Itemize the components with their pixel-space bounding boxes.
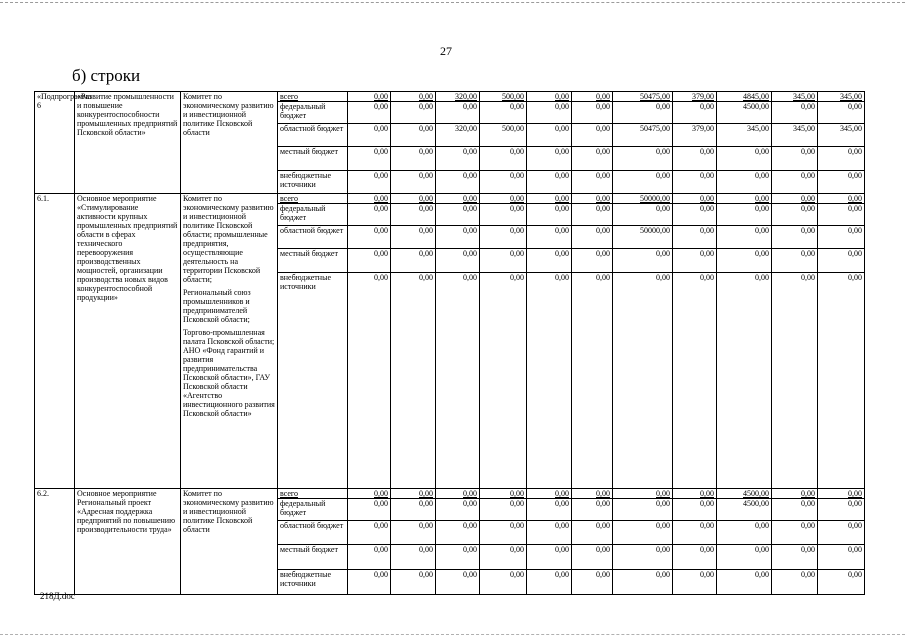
table-row [35, 489, 865, 499]
amount-cell: 0,00 [572, 171, 613, 194]
amount-cell: 0,00 [527, 194, 572, 204]
amount-cell: 0,00 [391, 124, 436, 147]
amount-cell: 0,00 [348, 102, 391, 124]
amount-cell: 0,00 [348, 545, 391, 570]
amount-cell: 0,00 [772, 204, 818, 226]
amount-cell: 0,00 [348, 194, 391, 204]
amount-cell: 0,00 [818, 499, 865, 521]
amount-cell: 0,00 [348, 249, 391, 273]
amount-cell: 0,00 [480, 521, 527, 545]
amount-cell: 0,00 [673, 570, 717, 595]
amount-cell: 0,00 [436, 545, 480, 570]
amount-cell: 0,00 [772, 102, 818, 124]
amount-cell: 0,00 [613, 171, 673, 194]
scan-edge-top [0, 2, 905, 3]
amount-cell: 0,00 [673, 499, 717, 521]
funding-source-label: местный бюджет [278, 249, 348, 273]
amount-cell: 0,00 [717, 570, 772, 595]
amount-cell: 0,00 [480, 570, 527, 595]
amount-cell: 0,00 [348, 489, 391, 499]
amount-cell: 0,00 [613, 489, 673, 499]
amount-cell: 0,00 [717, 194, 772, 204]
amount-cell: 500,00 [480, 92, 527, 102]
amount-cell: 0,00 [673, 249, 717, 273]
item-code-cell: 6.1. [35, 194, 75, 489]
executor-paragraph: Торгово-промышленная палата Псковской области; АНО «Фонд гарантий и развития предпринимательства Псковской области», ГАУ Псковской области «Агентство инвестиционного развития Псковской области» [183, 328, 275, 418]
amount-cell: 0,00 [717, 545, 772, 570]
funding-source-label: федеральный бюджет [278, 102, 348, 124]
amount-cell: 0,00 [391, 499, 436, 521]
amount-cell: 0,00 [348, 499, 391, 521]
executor-paragraph: Комитет по экономическому развитию и инвестиционной политике Псковской области; промышленные предприятия, осуществляющие деятельность на территории Псковской области; [183, 194, 274, 284]
amount-cell: 0,00 [613, 545, 673, 570]
amount-cell: 0,00 [673, 226, 717, 249]
amount-cell: 0,00 [717, 273, 772, 489]
amount-cell: 50000,00 [613, 226, 673, 249]
amount-cell: 0,00 [717, 226, 772, 249]
funding-source-label: всего [278, 92, 348, 102]
amount-cell: 0,00 [613, 273, 673, 489]
amount-cell: 0,00 [480, 545, 527, 570]
amount-cell: 50000,00 [613, 194, 673, 204]
amount-cell: 0,00 [480, 147, 527, 171]
funding-source-label: областной бюджет [278, 226, 348, 249]
amount-cell: 0,00 [818, 226, 865, 249]
amount-cell: 0,00 [480, 226, 527, 249]
amount-cell: 0,00 [673, 521, 717, 545]
budget-table [34, 91, 865, 595]
amount-cell: 0,00 [772, 273, 818, 489]
amount-cell: 0,00 [818, 194, 865, 204]
amount-cell: 0,00 [480, 249, 527, 273]
amount-cell: 0,00 [772, 499, 818, 521]
item-name-cell: Основное мероприятие «Стимулирование активности крупных промышленных предприятий области в сферах технического перевооружения производственных мощностей, организации производства новых видов конкурентоспособной продукции» [75, 194, 181, 489]
executor-paragraph: Комитет по экономическому развитию и инвестиционной политике Псковской области [183, 489, 274, 534]
amount-cell: 0,00 [348, 204, 391, 226]
amount-cell: 4500,00 [717, 102, 772, 124]
amount-cell: 0,00 [673, 194, 717, 204]
amount-cell: 0,00 [391, 273, 436, 489]
amount-cell: 0,00 [818, 102, 865, 124]
amount-cell: 0,00 [717, 147, 772, 171]
amount-cell: 379,00 [673, 124, 717, 147]
amount-cell: 0,00 [436, 147, 480, 171]
amount-cell: 0,00 [818, 147, 865, 171]
amount-cell: 0,00 [818, 521, 865, 545]
amount-cell: 0,00 [613, 499, 673, 521]
amount-cell: 0,00 [572, 249, 613, 273]
amount-cell: 4500,00 [717, 489, 772, 499]
amount-cell: 0,00 [717, 249, 772, 273]
amount-cell: 0,00 [772, 226, 818, 249]
funding-source-label: областной бюджет [278, 124, 348, 147]
page-number: 27 [440, 44, 452, 58]
item-code-cell: 6.2. [35, 489, 75, 595]
amount-cell: 0,00 [436, 204, 480, 226]
amount-cell: 0,00 [391, 489, 436, 499]
amount-cell: 0,00 [613, 147, 673, 171]
document-footer: 218Д.doc [40, 591, 75, 601]
amount-cell: 0,00 [572, 273, 613, 489]
amount-cell: 0,00 [673, 147, 717, 171]
amount-cell: 0,00 [673, 489, 717, 499]
amount-cell: 0,00 [772, 521, 818, 545]
amount-cell: 0,00 [527, 147, 572, 171]
amount-cell: 0,00 [480, 171, 527, 194]
amount-cell: 0,00 [673, 273, 717, 489]
amount-cell: 0,00 [572, 226, 613, 249]
amount-cell: 0,00 [527, 489, 572, 499]
amount-cell: 0,00 [348, 273, 391, 489]
section-heading: б) строки [72, 66, 141, 85]
scan-edge-bottom [0, 634, 905, 635]
funding-source-label: всего [278, 194, 348, 204]
funding-source-label: областной бюджет [278, 521, 348, 545]
amount-cell: 0,00 [673, 102, 717, 124]
funding-source-label: внебюджетные источники [278, 171, 348, 194]
amount-cell: 0,00 [818, 171, 865, 194]
amount-cell: 0,00 [480, 204, 527, 226]
amount-cell: 345,00 [772, 92, 818, 102]
funding-source-label: федеральный бюджет [278, 204, 348, 226]
amount-cell: 0,00 [348, 124, 391, 147]
amount-cell: 0,00 [613, 249, 673, 273]
amount-cell: 0,00 [572, 147, 613, 171]
amount-cell: 0,00 [480, 489, 527, 499]
table-row [35, 92, 865, 102]
amount-cell: 0,00 [818, 545, 865, 570]
amount-cell: 0,00 [818, 489, 865, 499]
amount-cell: 0,00 [348, 570, 391, 595]
amount-cell: 0,00 [391, 249, 436, 273]
amount-cell: 0,00 [572, 204, 613, 226]
amount-cell: 50475,00 [613, 124, 673, 147]
amount-cell: 0,00 [436, 226, 480, 249]
item-code-cell: «Подпрограмма 6 [35, 92, 75, 194]
amount-cell: 4845,00 [717, 92, 772, 102]
amount-cell: 345,00 [818, 124, 865, 147]
amount-cell: 50475,00 [613, 92, 673, 102]
amount-cell: 0,00 [818, 273, 865, 489]
amount-cell: 0,00 [436, 521, 480, 545]
amount-cell: 0,00 [480, 273, 527, 489]
amount-cell: 0,00 [772, 171, 818, 194]
amount-cell: 0,00 [572, 489, 613, 499]
amount-cell: 0,00 [391, 570, 436, 595]
amount-cell: 0,00 [572, 499, 613, 521]
amount-cell: 0,00 [717, 204, 772, 226]
amount-cell: 0,00 [772, 489, 818, 499]
amount-cell: 320,00 [436, 92, 480, 102]
amount-cell: 0,00 [527, 570, 572, 595]
amount-cell: 0,00 [348, 521, 391, 545]
amount-cell: 0,00 [391, 92, 436, 102]
executor-cell [181, 489, 278, 595]
amount-cell: 4500,00 [717, 499, 772, 521]
amount-cell: 0,00 [436, 499, 480, 521]
amount-cell: 379,00 [673, 92, 717, 102]
funding-source-label: внебюджетные источники [278, 570, 348, 595]
amount-cell: 0,00 [436, 570, 480, 595]
amount-cell: 0,00 [613, 521, 673, 545]
amount-cell: 0,00 [572, 194, 613, 204]
amount-cell: 0,00 [572, 92, 613, 102]
amount-cell: 0,00 [772, 147, 818, 171]
amount-cell: 320,00 [436, 124, 480, 147]
amount-cell: 0,00 [613, 570, 673, 595]
amount-cell: 0,00 [527, 102, 572, 124]
amount-cell: 0,00 [391, 226, 436, 249]
executor-paragraph: Региональный союз промышленников и предпринимателей Псковской области; [183, 288, 251, 324]
amount-cell: 0,00 [717, 171, 772, 194]
amount-cell: 0,00 [772, 545, 818, 570]
amount-cell: 0,00 [527, 499, 572, 521]
funding-source-label: федеральный бюджет [278, 499, 348, 521]
amount-cell: 0,00 [527, 204, 572, 226]
amount-cell: 0,00 [391, 102, 436, 124]
amount-cell: 0,00 [436, 194, 480, 204]
amount-cell: 0,00 [527, 226, 572, 249]
amount-cell: 0,00 [527, 521, 572, 545]
amount-cell: 0,00 [572, 545, 613, 570]
amount-cell: 0,00 [572, 570, 613, 595]
funding-source-label: внебюджетные источники [278, 273, 348, 489]
amount-cell: 0,00 [480, 499, 527, 521]
amount-cell: 0,00 [480, 102, 527, 124]
amount-cell: 0,00 [527, 273, 572, 489]
executor-paragraph: Комитет по экономическому развитию и инвестиционной политике Псковской области [183, 92, 274, 137]
amount-cell: 0,00 [436, 102, 480, 124]
funding-source-label: всего [278, 489, 348, 499]
amount-cell: 0,00 [772, 249, 818, 273]
amount-cell: 345,00 [772, 124, 818, 147]
amount-cell: 0,00 [527, 92, 572, 102]
amount-cell: 0,00 [436, 489, 480, 499]
amount-cell: 0,00 [527, 124, 572, 147]
amount-cell: 0,00 [348, 92, 391, 102]
item-name-cell: Основное мероприятие Региональный проект «Адресная поддержка предприятий по повышению производительности труда» [75, 489, 181, 595]
amount-cell: 345,00 [717, 124, 772, 147]
amount-cell: 0,00 [818, 204, 865, 226]
amount-cell: 0,00 [527, 545, 572, 570]
amount-cell: 0,00 [348, 171, 391, 194]
amount-cell: 0,00 [673, 545, 717, 570]
amount-cell: 0,00 [391, 204, 436, 226]
amount-cell: 0,00 [391, 521, 436, 545]
amount-cell: 0,00 [391, 545, 436, 570]
amount-cell: 0,00 [673, 171, 717, 194]
amount-cell: 0,00 [717, 521, 772, 545]
amount-cell: 0,00 [572, 521, 613, 545]
item-name-cell: «Развитие промышленности и повышение конкурентоспособности промышленных предприятий Псковской области» [75, 92, 181, 194]
amount-cell: 345,00 [818, 92, 865, 102]
amount-cell: 0,00 [480, 194, 527, 204]
table-row [35, 194, 865, 204]
amount-cell: 500,00 [480, 124, 527, 147]
amount-cell: 0,00 [572, 124, 613, 147]
amount-cell: 0,00 [527, 249, 572, 273]
executor-cell [181, 92, 278, 194]
amount-cell: 0,00 [391, 194, 436, 204]
amount-cell: 0,00 [673, 204, 717, 226]
amount-cell: 0,00 [772, 570, 818, 595]
amount-cell: 0,00 [391, 171, 436, 194]
amount-cell: 0,00 [348, 226, 391, 249]
funding-source-label: местный бюджет [278, 545, 348, 570]
amount-cell: 0,00 [436, 171, 480, 194]
executor-cell [181, 194, 278, 489]
amount-cell: 0,00 [391, 147, 436, 171]
amount-cell: 0,00 [818, 249, 865, 273]
amount-cell: 0,00 [436, 249, 480, 273]
amount-cell: 0,00 [436, 273, 480, 489]
amount-cell: 0,00 [527, 171, 572, 194]
funding-source-label: местный бюджет [278, 147, 348, 171]
amount-cell: 0,00 [818, 570, 865, 595]
amount-cell: 0,00 [772, 194, 818, 204]
amount-cell: 0,00 [572, 102, 613, 124]
amount-cell: 0,00 [613, 204, 673, 226]
amount-cell: 0,00 [613, 102, 673, 124]
amount-cell: 0,00 [348, 147, 391, 171]
